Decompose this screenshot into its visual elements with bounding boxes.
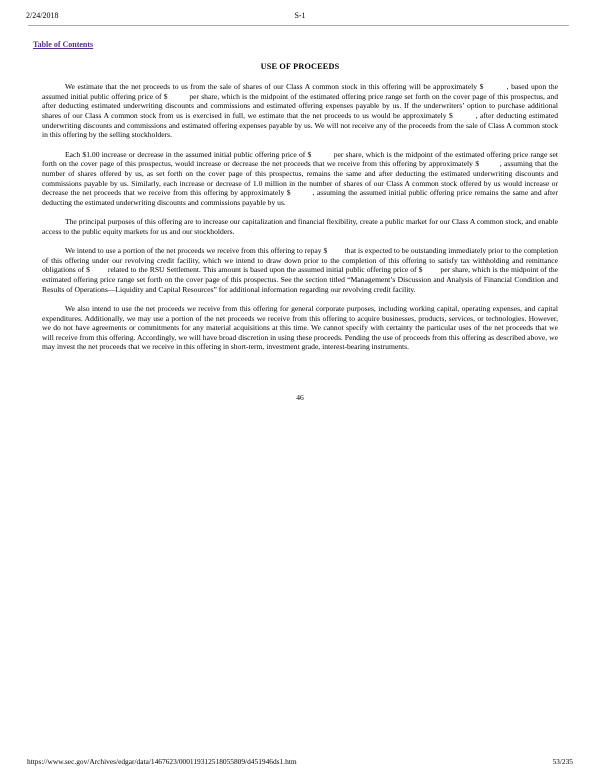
paragraph-net-proceeds-estimate: We estimate that the net proceeds to us from the sale of shares of our Class A common stock in this offering will be approximately $ , based upon the assumed initial public offering price of $ per share, which is the midpoint of the estimated offering price range set forth on the cover page of this prospectus, and after deducting estimated underwriting discounts and commissions and estimated offering expenses payable by us. If the underwriters’ option to purchase additional shares of our Class A common stock from us is exercised in full, we estimate that the net proceeds to us would be approximately $ , after deducting estimated underwriting discounts and commissions and estimated offering expenses payable by us. We will not receive any of the proceeds from the sale of Class A common stock in this offering by the selling stockholders. [42, 82, 558, 140]
print-footer-page-indicator: 53/235 [552, 757, 573, 766]
print-header-date: 2/24/2018 [26, 11, 59, 20]
print-header-doc-type: S-1 [294, 11, 306, 20]
paragraph-price-sensitivity: Each $1.00 increase or decrease in the assumed initial public offering price of $ per share, which is the midpoint of the estimated offering price range set forth on the cover page of this prospectus, would increase or decrease the net proceeds that we receive from this offering by approximately $ , assuming that the number of shares offered by us, as set forth on the cover page of this prospectus, remains the same and after deducting the estimated underwriting discounts and commissions payable by us. Similarly, each increase or decrease of 1.0 million in the number of shares of our Class A common stock offered by us would increase or decrease the net proceeds that we receive from this offering by approximately $ , assuming the assumed initial public offering price remains the same and after deducting the estimated underwriting discounts and commissions payable by us. [42, 149, 558, 207]
document-body [42, 82, 558, 362]
toc-link[interactable]: Table of Contents [33, 40, 94, 49]
section-heading: USE OF PROCEEDS [260, 62, 340, 71]
print-footer [27, 757, 573, 766]
print-header [26, 11, 574, 23]
paragraph-general-corporate-purposes: We also intend to use the net proceeds we receive from this offering for general corporate purposes, including working capital, operating expenses, and capital expenditures. Additionally, we may use a portion of the net proceeds we receive from this offering to acquire businesses, products, services, or technologies. However, we do not have agreements or commitments for any material acquisitions at this time. We cannot specify with certainty the particular uses of the net proceeds that we will receive from this offering. Accordingly, we will have broad discretion in using these proceeds. Pending the use of proceeds from this offering as described above, we may invest the net proceeds that we receive in this offering in short-term, investment grade, interest-bearing instruments. [42, 303, 558, 352]
print-footer-url: https://www.sec.gov/Archives/edgar/data/1467623/000119312518055809/d451946ds1.htm [27, 757, 297, 766]
paragraph-revolving-credit-repayment: We intend to use a portion of the net proceeds we receive from this offering to repay $ that is expected to be outstanding immediately prior to the completion of this offering under our revolving credit facility, which we intend to draw down prior to the completion of this offering to satisfy tax withholding and remittance obligations of $ related to the RSU Settlement. This amount is based upon the assumed initial public offering price of $ per share, which is the midpoint of the estimated offering price range set forth on the cover page of this prospectus. See the section titled “Management’s Discussion and Analysis of Financial Condition and Results of Operations—Liquidity and Capital Resources” for additional information regarding our revolving credit facility. [42, 245, 558, 294]
document-page-number: 46 [296, 393, 304, 402]
paragraph-principal-purposes: The principal purposes of this offering are to increase our capitalization and financial flexibility, create a public market for our Class A common stock, and enable access to the public equity markets for us and our stockholders. [42, 217, 558, 236]
header-divider [28, 25, 569, 26]
